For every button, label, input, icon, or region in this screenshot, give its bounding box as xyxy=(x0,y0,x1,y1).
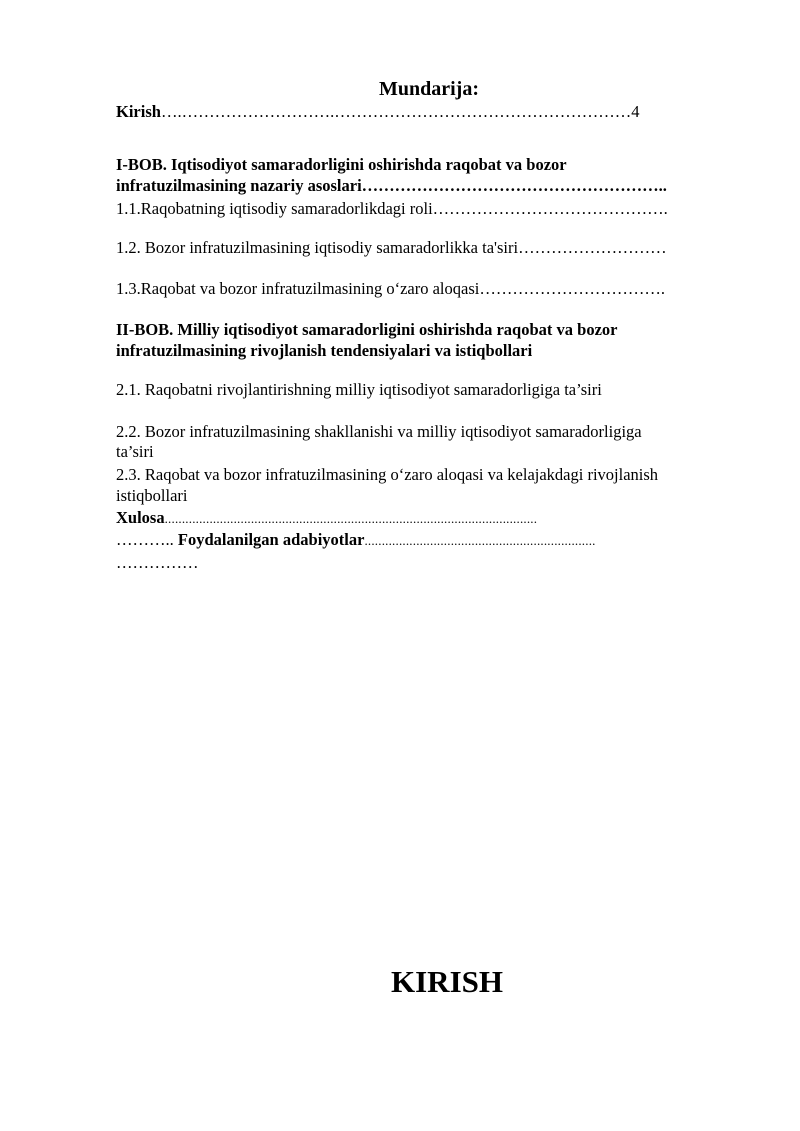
section-heading-kirish: KIRISH xyxy=(391,964,503,999)
toc-references-lead: ……….. xyxy=(116,530,178,549)
toc-entry-intro xyxy=(116,102,639,122)
toc-intro-leader: ….……………………….……………………………………………… xyxy=(160,102,632,121)
toc-chapter2-line2: infratuzilmasining rivojlanish tendensiyalari va istiqbollari xyxy=(116,341,533,360)
toc-section-1-3: 1.3.Raqobat va bozor infratuzilmasining o‘zaro aloqasi……………………………. xyxy=(116,279,665,298)
toc-section-1-1: 1.1.Raqobatning iqtisodiy samaradorlikdagi roli……………………………………. xyxy=(116,199,668,218)
toc-entry-conclusion xyxy=(116,508,537,529)
toc-section-1-2: 1.2. Bozor infratuzilmasining iqtisodiy samaradorlikka ta'siri……………………… xyxy=(116,238,667,257)
toc-conclusion-label: Xulosa xyxy=(116,508,165,527)
toc-section-2-3-line1: 2.3. Raqobat va bozor infratuzilmasining o‘zaro aloqasi va kelajakdagi rivojlanish xyxy=(116,465,659,484)
toc-chapter1-title-end: infratuzilmasining nazariy asoslari xyxy=(116,176,362,195)
toc-intro-label: Kirish xyxy=(116,102,161,121)
toc-references-leader: ................................................................... xyxy=(364,533,596,548)
toc-section-2-2-line2: ta’siri xyxy=(116,442,154,461)
toc-section-2-1: 2.1. Raqobatni rivojlantirishning milliy iqtisodiyot samaradorligiga ta’siri xyxy=(116,380,602,399)
toc-conclusion-leader: ............................................................................................................ xyxy=(164,511,538,526)
toc-intro-page: 4 xyxy=(631,102,640,121)
toc-section-2-3-line2: istiqbollari xyxy=(116,486,188,505)
toc-section-2-2-line1: 2.2. Bozor infratuzilmasining shakllanishi va milliy iqtisodiyot samaradorligiga xyxy=(116,422,642,441)
toc-title: Mundarija: xyxy=(379,78,479,100)
toc-references-label: Foydalanilgan adabiyotlar xyxy=(177,530,365,549)
toc-entry-references xyxy=(116,530,596,551)
toc-chapter2-line1: II-BOB. Milliy iqtisodiyot samaradorligini oshirishda raqobat va bozor xyxy=(116,320,618,339)
toc-references-tail: …………… xyxy=(116,553,199,572)
toc-chapter1-line1: I-BOB. Iqtisodiyot samaradorligini oshirishda raqobat va bozor xyxy=(116,155,567,174)
toc-chapter1-leader: ……………………………………………….. xyxy=(361,176,667,195)
toc-chapter1-line2 xyxy=(116,176,667,196)
